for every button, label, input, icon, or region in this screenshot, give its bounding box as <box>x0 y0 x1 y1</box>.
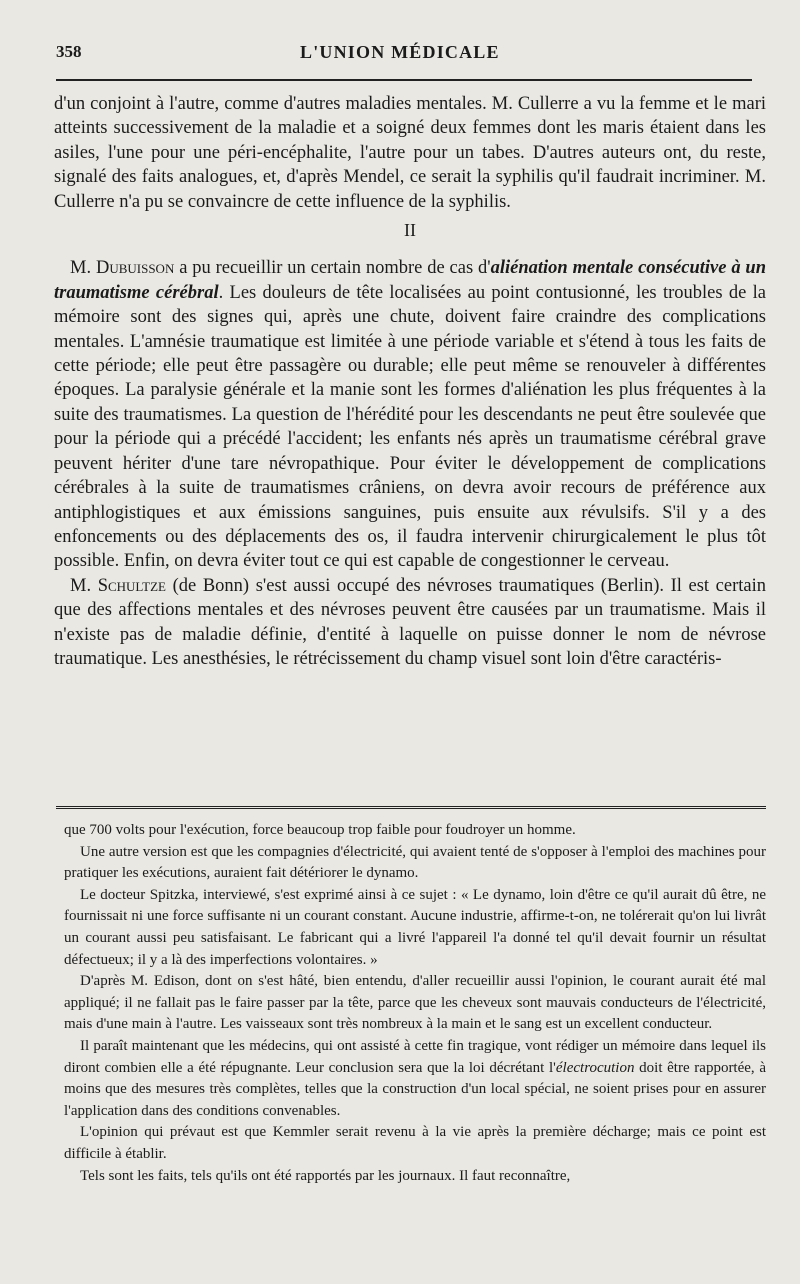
running-title: L'UNION MÉDICALE <box>300 42 500 62</box>
page-header <box>56 42 760 78</box>
paragraph-2 <box>54 256 766 573</box>
paragraph-2-rest: . Les douleurs de tête localisées au point contusionné, les troubles de la mémoire sont des signes qui, après une chute, doivent faire craindre des complications mentales. L'amnésie traumatique est limitée à une période variable et s'étend à tous les faits de cette période; elle peut être passagère ou durable; elle peut même se renouveler à différentes époques. La paralysie générale et la manie sont les formes d'aliénation les plus fréquentes à la suite des traumatismes. La question de l'hérédité pour les descendants ne peut être soulevée que pour la période qui a précédé l'accident; les enfants nés après un traumatisme cérébral grave peuvent hériter d'une tare névropathique. Pour éviter le développement de complications cérébrales à la suite de traumatismes crâniens, on devra avoir recours de préférence aux antiphlogistiques et aux émissions sanguines, puis ensuite aux révulsifs. S'il y a des enfoncements ou des déplacements des os, il faudra intervenir chirurgicalement le plus tôt possible. Enfin, on devra éviter tout ce qui est capable de congestionner le cerveau. <box>54 282 766 572</box>
paragraph-2-italic-title: aliénation mentale consécutive à un traumatisme cérébral <box>54 258 767 303</box>
footnote-paragraph-3: Le docteur Spitzka, interviewé, s'est exprimé ainsi à ce sujet : « Le dynamo, loin d'être ce qu'il aurait dû être, ne fournissait ni une force suffisante ni un courant constant. Aucune industrie, affirme-t-on, ne tolérerait qu'on lui livrât un courant aussi peu satisfaisant. Le fabricant qui a livré l'appareil l'a donné tel qu'il devait fournir un résultat défectueux; il y a là des imperfections volontaires. » <box>64 886 766 968</box>
footnote-paragraph-2: Une autre version est que les compagnies d'électricité, qui avaient tenté de s'opposer à l'emploi des machines pour pratiquer les exécutions, auraient fait détériorer le dynamo. <box>64 843 766 882</box>
footnote-paragraph-4: D'après M. Edison, dont on s'est hâté, bien entendu, d'aller recueillir aussi l'opinion, le courant aurait été mal appliqué; il ne fallait pas le faire passer par la tête, parce que les cheveux sont mauvais conducteurs de l'électricité, mais d'une main à l'autre. Les vaisseaux sont très nombreux à la main et le sang est un excellent conducteur. <box>64 973 766 1033</box>
author-name-schultze: Schultze <box>97 575 166 596</box>
paragraph-3 <box>54 574 766 672</box>
footnote-paragraph-5-italic: électrocution <box>555 1059 635 1076</box>
section-numeral: II <box>404 220 416 241</box>
footnote-block <box>64 820 766 1187</box>
footnote-separator <box>56 806 766 809</box>
header-rule <box>56 79 752 81</box>
paragraph-3-lead: M. <box>70 575 98 596</box>
paragraph-2-mid: a pu recueillir un certain nombre de cas d' <box>174 258 491 279</box>
page-number: 358 <box>56 42 82 61</box>
footnote-paragraph-5 <box>64 1036 766 1122</box>
footnote-paragraph-5-lead: Il paraît maintenant que les médecins, qui ont assisté à cette fin tragique, vont rédiger un mémoire dans lequel ils diront combien elle a été répugnante. Leur conclusion sera que la loi décrétant l' <box>64 1037 766 1076</box>
paragraph-1: d'un conjoint à l'autre, comme d'autres maladies mentales. M. Cullerre a vu la femme et le mari atteints successivement de la maladie et a soigné deux femmes dont les maris étaient dans les asiles, l'une pour une péri-encéphalite, l'autre pour un tabes. D'autres auteurs ont, du reste, signalé des faits analogues, et, d'après Mendel, ce serait la syphilis qu'il faudrait incriminer. M. Cullerre n'a pu se convaincre de cette influence de la syphilis. <box>54 94 766 212</box>
main-text <box>54 92 766 671</box>
author-name-dubuisson: Dubuisson <box>95 258 175 279</box>
footnote-line-1: que 700 volts pour l'exécution, force beaucoup trop faible pour foudroyer un homme. <box>64 822 576 838</box>
footnote-paragraph-5-rest: doit être rapportée, à moins que des mesures très complètes, telles que la construction d'un local spécial, ne soient prises pour en assurer l'application dans des conditions convenables. <box>64 1059 766 1119</box>
paragraph-2-lead: M. <box>70 258 96 279</box>
paragraph-3-rest: (de Bonn) s'est aussi occupé des névroses traumatiques (Berlin). Il est certain que des affections mentales et des névroses peuvent être causées par un traumatisme. Mais il n'existe pas de maladie définie, d'entité à laquelle on puisse donner le nom de névrose traumatique. Les anesthésies, le rétrécissement du champ visuel sont loin d'être caractéris- <box>54 575 766 669</box>
footnote-paragraph-6: L'opinion qui prévaut est que Kemmler serait revenu à la vie après la première décharge; mais ce point est difficile à établir. <box>64 1124 766 1162</box>
footnote-paragraph-7: Tels sont les faits, tels qu'ils ont été rapportés par les journaux. Il faut reconnaître, <box>80 1167 571 1184</box>
